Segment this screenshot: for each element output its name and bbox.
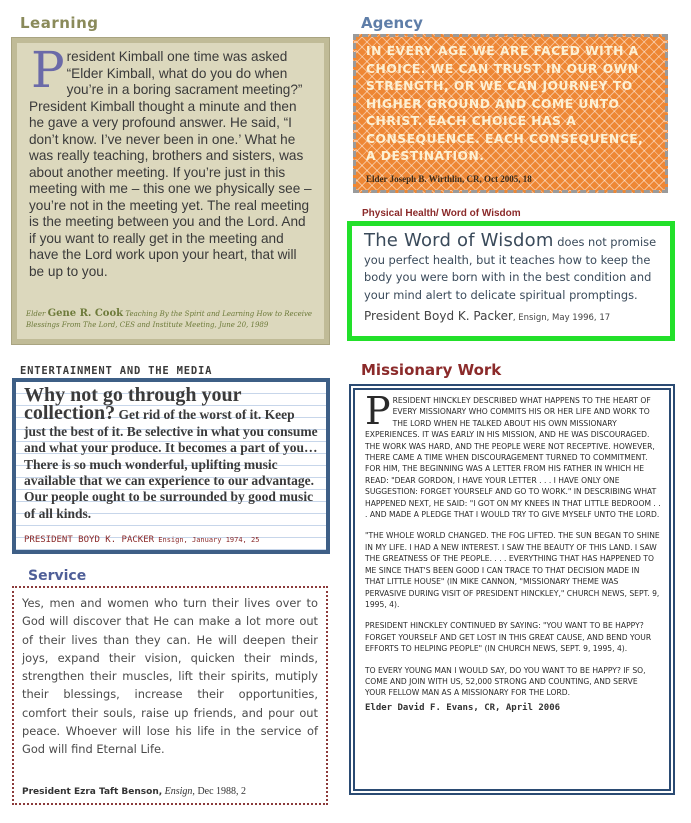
missionary-drop-cap: P [365,389,391,433]
entertainment-quote-box [12,378,330,554]
agency-quote-box [353,34,668,193]
agency-citation: Elder Joseph B. Wirthlin, CR, Oct 2005, 18 [366,174,532,184]
missionary-paragraph-1 [365,389,661,520]
missionary-paragraph-1-text: RESIDENT HINCKLEY DESCRIBED WHAT HAPPENS TO THE HEART OF EVERY MISSIONARY WHO COMMITS HIS OR HER LIFE AND WORK TO THE LORD WHEN HE TALKED ABOUT HIS OWN MISSIONARY EXPERIENCES. IT WAS EARLY IN HIS MISSION, AND HE WAS DISCOURAGED. THE WORK WAS HARD, AND THE PEOPLE WERE NOT RECEPTIVE. HOWEVER, THERE CAME A TIME WHEN DISCOURAGEMENT TURNED TO COMMITMENT. FOR HIM, THE BEGINNING WAS A LETTER FROM HIS FATHER IN WHICH HE READ: "DEAR GORDON, I HAVE YOUR LETTER . . . I HAVE ONLY ONE SUGGESTION: FORGET YOURSELF AND GO TO WORK." IN DESCRIBING WHAT HAPPENED NEXT, HE SAID: "I GOT ON MY KNEES IN THAT LITTLE BEDROOM . . . AND MADE A PLEDGE THAT I WOULD TRY TO GIVE MYSELF UNTO THE LORD. [365,396,661,520]
agency-quote-text: IN EVERY AGE WE ARE FACED WITH A CHOICE. WE CAN TRUST IN OUR OWN STRENGTH, OR WE CAN JOURNEY TO HIGHER GROUND AND COME UNTO CHRIST. EACH CHOICE HAS A CONSEQUENCE. EACH CONSEQUENCE, A DESTINATION. [366,44,644,163]
health-quote-box [347,221,675,341]
entertainment-cite-source: Ensign, January 1974, 25 [154,536,260,544]
missionary-quote-box [349,384,675,795]
entertainment-quote-body: Get rid of the worst of it. Keep just the best of it. Be selective in what you consume and what your produce. It becomes a part of you… There is so much wonderful, uplifting music available that we can experience to our advantage. Our people ought to be surrounded by good music of all kinds. [24,407,318,521]
service-cite-name: President Ezra Taft Benson, [22,787,163,797]
missionary-paragraph-4: TO EVERY YOUNG MAN I WOULD SAY, DO YOU WANT TO BE HAPPY? IF SO, COME AND JOIN WITH US, 52,000 STRONG AND COUNTING, AND SERVE YOUR FELLOW MAN AS A MISSIONARY FOR THE LORD. [365,665,646,698]
entertainment-citation [24,535,259,545]
entertainment-quote-title: Why not go through your collection? [24,384,242,425]
health-quote-text [364,232,660,304]
learning-drop-cap: P [31,41,65,99]
learning-heading: Learning [20,14,99,32]
entertainment-quote-text [24,384,318,522]
service-quote-box [12,586,328,805]
entertainment-cite-name: PRESIDENT BOYD K. PACKER [24,535,155,545]
missionary-heading: Missionary Work [361,361,502,379]
missionary-paragraph-3: PRESIDENT HINCKLEY CONTINUED BY SAYING: "YOU WANT TO BE HAPPY? FORGET YOURSELF AND GET LOST IN THIS GREAT CAUSE, AND BEND YOUR EFFORTS TO HELPING PEOPLE" (IN CHURCH NEWS, SEPT. 9, 1995, 4). [365,621,652,654]
agency-heading: Agency [361,14,423,32]
service-heading: Service [28,568,87,584]
missionary-paragraph-2: "THE WHOLE WORLD CHANGED. THE FOG LIFTED. THE SUN BEGAN TO SHINE IN MY LIFE. I HAD A NEW INTEREST. I SAW THE BEAUTY OF THIS LAND. I SAW THE GREATNESS OF THE PEOPLE. . . . EVERYTHING THAT HAS HAPPENED TO ME SINCE THAT'S BEEN GOOD I CAN TRACE TO THAT DECISION MADE IN THAT LITTLE HOUSE" (IN MIKE CANNON, "MISSIONARY THEME WAS PERVASIVE DURING VISIT OF PRESIDENT HINCKLEY," CHURCH NEWS, SEPT. 9, 1995, 4). [365,531,660,609]
health-quote-title: The Word of Wisdom [364,230,554,251]
health-citation [364,309,660,323]
service-cite-date: Dec 1988, 2 [194,786,247,797]
health-quote-body: does not promise you perfect health, but it teaches how to keep the body you were born with in the best condition and your mind alert to delicate spiritual promptings. [364,235,657,302]
service-citation [22,786,246,797]
learning-citation [26,308,318,331]
learning-quote-box [12,38,329,344]
learning-cite-source: Teaching By the Spirit and Learning How to Receive Blessings From The Lord, CES and Institute Meeting, June 20, 1989 [26,310,313,329]
learning-cite-prefix: Elder [26,310,46,318]
learning-quote-text [29,41,314,280]
entertainment-heading: ENTERTAINMENT AND THE MEDIA [20,365,213,377]
learning-cite-name: Gene R. Cook [47,308,124,319]
service-cite-source: Ensign, [162,786,195,797]
learning-quote-body: resident Kimball one time was asked “Elder Kimball, what do you do when you’re in a boring sacrament meeting?” President Kimball thought a minute and then he gave a very profound answer. He said, “I don’t know. I’ve never been in one.’ What he was really teaching, brothers and sisters, was about another meeting. If you’re just in this meeting with me – this one we physically see – you’re not in the meeting yet. The real meeting is the meeting between you and the Lord. And if you want to really get in the meeting and have the Lord work upon your heart, that will be up to you. [29,49,312,279]
health-cite-name: President Boyd K. Packer [364,309,513,323]
health-cite-source: , Ensign, May 1996, 17 [512,313,611,323]
missionary-citation: Elder David F. Evans, CR, April 2006 [365,702,561,713]
service-quote-text: Yes, men and women who turn their lives over to God will discover that He can make a lot more out of their lives than they can. He will deepen their joys, expand their vision, quicken their minds, strengthen their muscles, lift their spirits, mutiply their blessings, increase their opportunities, comfort their souls, raise up friends, and pour out peace. Whoever will lose his life in the service of God will find Eternal Life. [22,596,318,757]
health-heading: Physical Health/ Word of Wisdom [362,208,521,219]
